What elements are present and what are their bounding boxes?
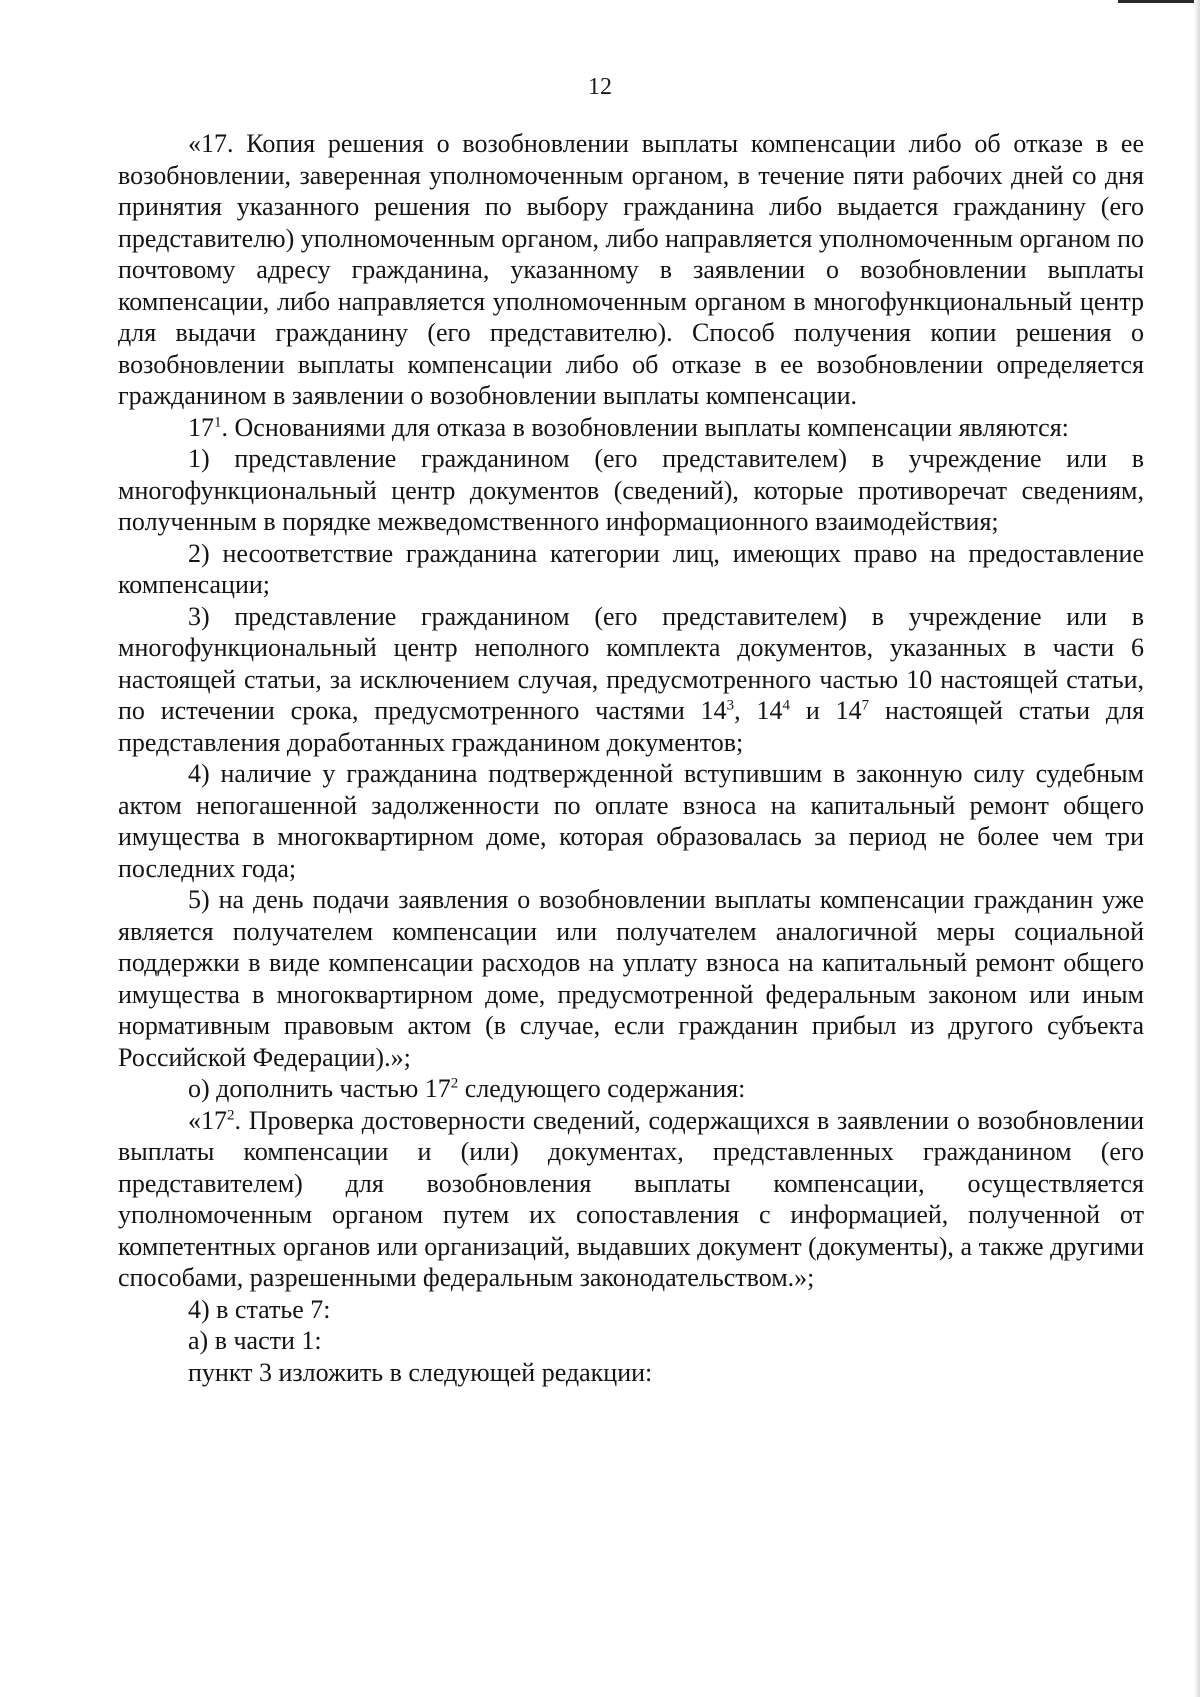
document-body: [118, 128, 1144, 1388]
article-number: «$17^2$.: [188, 1105, 241, 1135]
paragraph-17: «17. Копия решения о возобновлении выплаты компенсации либо об отказе в ее возобновлении, заверенная уполномоченным органом, в течение пяти рабочих дней со дня принятия указанного решения по выбору гражданина либо выдается гражданину (его представителю) уполномоченным органом, либо направляется уполномоченным органом по почтовому адресу гражданина, указанному в заявлении о возобновлении выплаты компенсации, либо направляется уполномоченным органом в многофункциональный центр для выдачи гражданину (его представителю). Способ получения копии решения о возобновлении выплаты компенсации либо об отказе в ее возобновлении определяется гражданином в заявлении о возобновлении выплаты компенсации.: [118, 129, 1144, 410]
amendment-4: 4) в статье 7:: [188, 1294, 331, 1324]
list-item-2: 2) несоответствие гражданина категории лиц, имеющих право на предоставление компенсации;: [118, 538, 1144, 599]
list-item-3: 3) представление гражданином (его представителем) в учреждение или в многофункциональный центр неполного комплекта документов, указанных в части 6 настоящей статьи, за исключением случая, предусмотренного частью 10 настоящей статьи, по истечении срока, предусмотренного частями $14^3$, $14^4$ и $14^7$ настоящей статьи для представления доработанных гражданином документов;: [118, 601, 1145, 757]
scan-edge: [1194, 0, 1200, 1697]
article-number: $17^1$.: [188, 412, 228, 442]
list-item-1: 1) представление гражданином (его представителем) в учреждение или в многофункциональный центр документов (сведений), которые противоречат сведениям, полученным в порядке межведомственного информационного взаимодействия;: [118, 444, 1144, 536]
scan-artifact: [1118, 0, 1200, 3]
amendment-point-3: пункт 3 изложить в следующей редакции:: [188, 1357, 653, 1387]
amendment-a: а) в части 1:: [188, 1326, 322, 1355]
list-item-5: 5) на день подачи заявления о возобновлении выплаты компенсации гражданин уже является получателем компенсации или получателем аналогичной меры социальной поддержки в виде компенсации расходов на уплату взноса на капитальный ремонт общего имущества в многоквартирном доме, предусмотренной федеральным законом или иным нормативным правовым актом (в случае, если гражданин прибыл из другого субъекта Российской Федерации).»;: [118, 885, 1144, 1072]
page-number: 12: [588, 74, 612, 100]
paragraph-17-1: $17^1$. Основаниями для отказа в возобновлении выплаты компенсации являются:: [188, 412, 1069, 442]
amendment-o: о) дополнить частью $17^2$ следующего содержания:: [188, 1074, 746, 1103]
paragraph-17-2: «$17^2$. Проверка достоверности сведений, содержащихся в заявлении о возобновлении выплаты компенсации и (или) документах, представленных гражданином (его представителем) для возобновления выплаты компенсации, осуществляется уполномоченным органом путем их сопоставления с информацией, полученной от компетентных органов или организаций, выдавших документ (документы), а также другими способами, разрешенными федеральным законодательством.»;: [118, 1105, 1145, 1292]
list-item-4: 4) наличие у гражданина подтвержденной вступившим в законную силу судебным актом непогашенной задолженности по оплате взноса на капитальный ремонт общего имущества в многоквартирном доме, которая образовалась за период не более чем три последних года;: [118, 759, 1144, 883]
